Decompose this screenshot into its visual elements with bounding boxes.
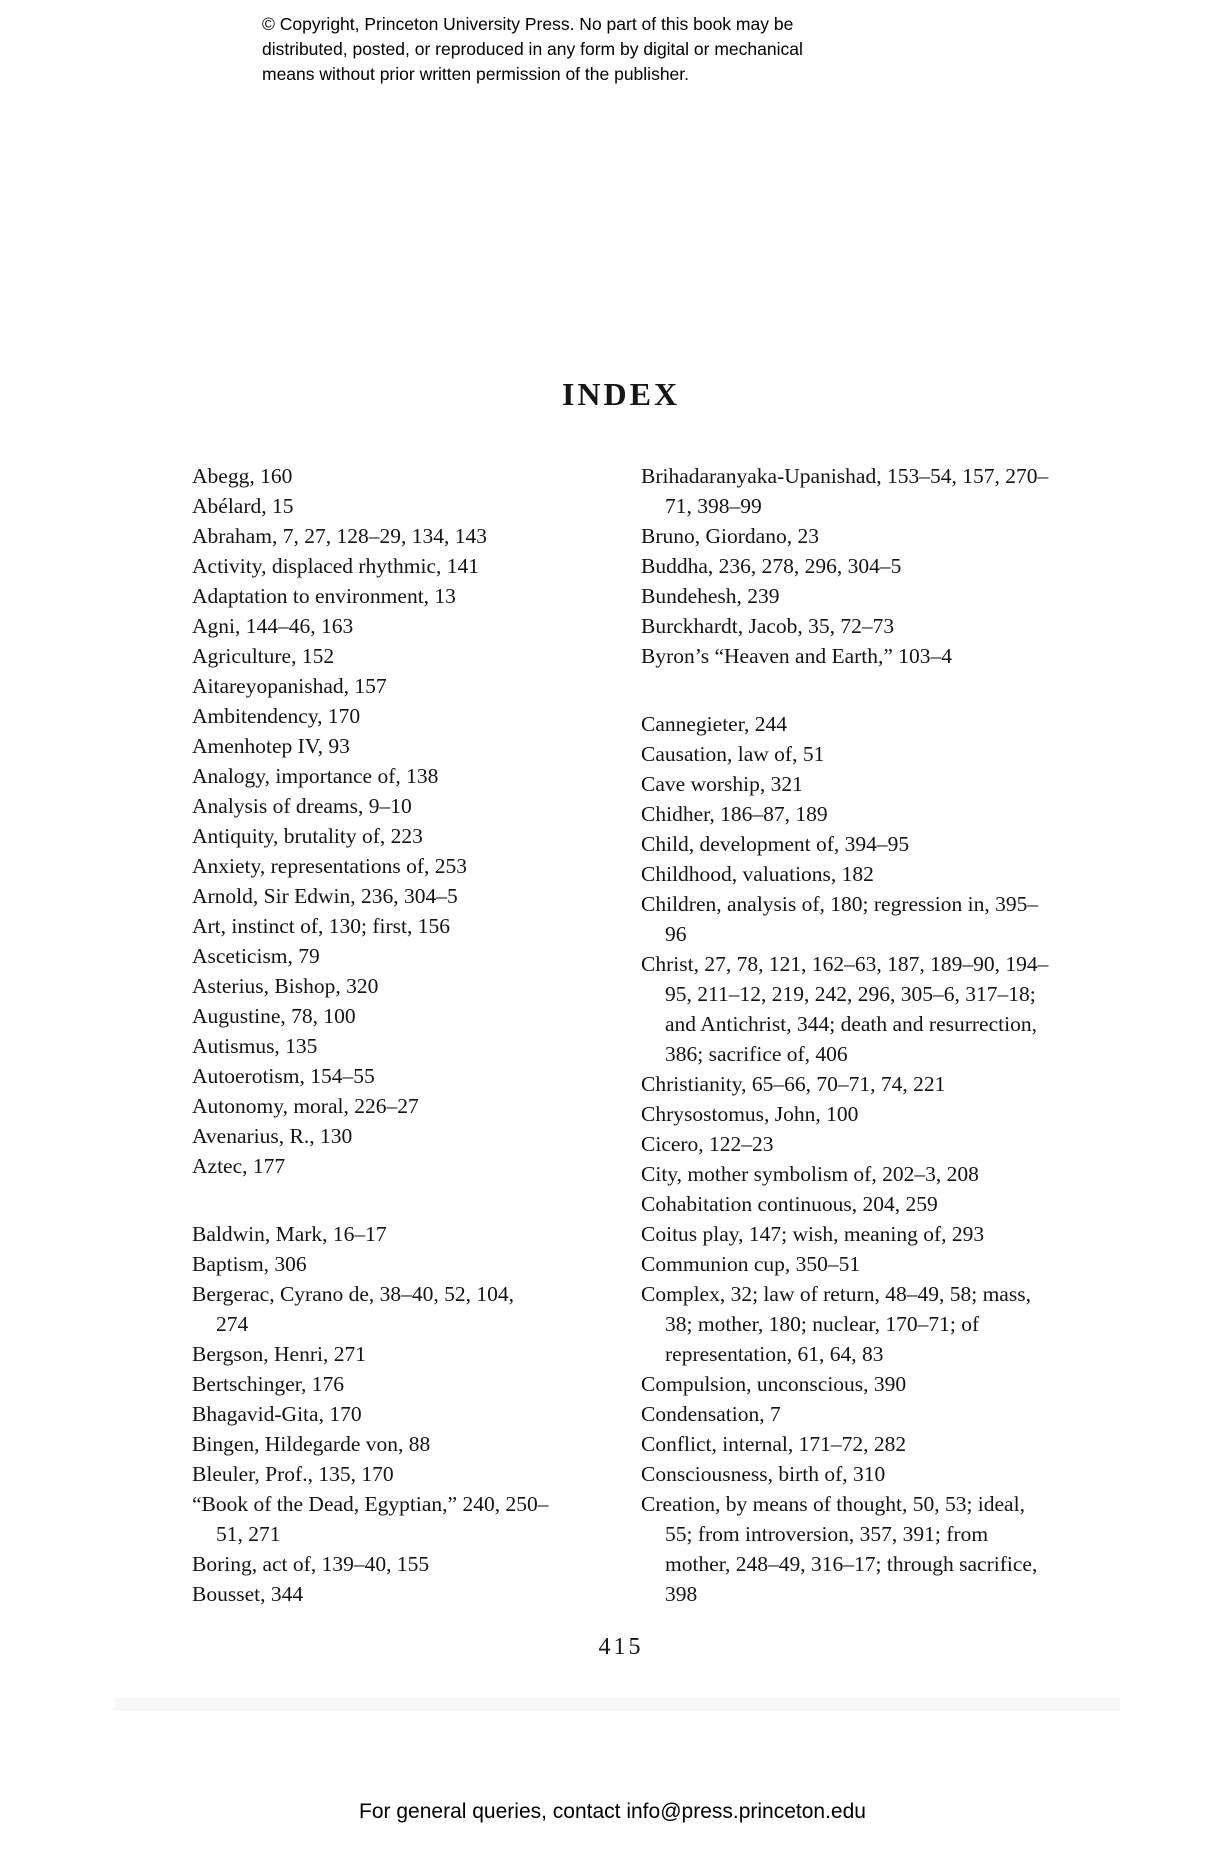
index-entry: Asceticism, 79 — [192, 944, 320, 968]
index-entry: Aitareyopanishad, 157 — [192, 674, 387, 698]
index-entry: Complex, 32; law of return, 48–49, 58; mass, 38; mother, 180; nuclear, 170–71; of representation, 61, 64, 83 — [641, 1282, 1031, 1366]
index-entry: Condensation, 7 — [641, 1402, 781, 1426]
index-entry: Cannegieter, 244 — [641, 712, 788, 736]
index-group — [641, 461, 1053, 671]
index-entry: Activity, displaced rhythmic, 141 — [192, 554, 480, 578]
index-entry: Bruno, Giordano, 23 — [641, 524, 819, 548]
index-entry: Abraham, 7, 27, 128–29, 134, 143 — [192, 524, 487, 548]
index-entry: Bergerac, Cyrano de, 38–40, 52, 104, 274 — [192, 1282, 515, 1336]
index-entry: Art, instinct of, 130; first, 156 — [192, 914, 450, 938]
index-entry: Cave worship, 321 — [641, 772, 803, 796]
index-entry: Burckhardt, Jacob, 35, 72–73 — [641, 614, 895, 638]
index-entry: Autonomy, moral, 226–27 — [192, 1094, 419, 1118]
index-entry: City, mother symbolism of, 202–3, 208 — [641, 1162, 979, 1186]
index-entry: Arnold, Sir Edwin, 236, 304–5 — [192, 884, 458, 908]
index-entry: Coitus play, 147; wish, meaning of, 293 — [641, 1222, 985, 1246]
index-entry: Abélard, 15 — [192, 494, 294, 518]
index-entry: Byron’s “Heaven and Earth,” 103–4 — [641, 644, 953, 668]
footer-contact: For general queries, contact info@press.princeton.edu — [359, 1800, 866, 1823]
index-entry: Anxiety, representations of, 253 — [192, 854, 468, 878]
index-entry: Children, analysis of, 180; regression in, 395–96 — [641, 892, 1039, 946]
index-entry: Agni, 144–46, 163 — [192, 614, 354, 638]
index-entry: Child, development of, 394–95 — [641, 832, 910, 856]
index-entry: Causation, law of, 51 — [641, 742, 825, 766]
index-entry: Bertschinger, 176 — [192, 1372, 344, 1396]
index-entry: Augustine, 78, 100 — [192, 1004, 356, 1028]
index-entry: Asterius, Bishop, 320 — [192, 974, 379, 998]
index-entry: Autoerotism, 154–55 — [192, 1064, 375, 1088]
index-entry: Boring, act of, 139–40, 155 — [192, 1552, 430, 1576]
index-column-right — [641, 461, 1053, 1609]
index-entry: Bundehesh, 239 — [641, 584, 780, 608]
index-entry: Adaptation to environment, 13 — [192, 584, 456, 608]
page-title: INDEX — [561, 376, 681, 412]
index-entry: Chrysostomus, John, 100 — [641, 1102, 859, 1126]
index-entry: Cohabitation continuous, 204, 259 — [641, 1192, 938, 1216]
index-entry: Ambitendency, 170 — [192, 704, 361, 728]
index-entry: Bhagavid-Gita, 170 — [192, 1402, 362, 1426]
index-entry: Conflict, internal, 171–72, 282 — [641, 1432, 907, 1456]
index-group — [192, 1219, 550, 1609]
index-entry: Amenhotep IV, 93 — [192, 734, 350, 758]
index-entry: Analysis of dreams, 9–10 — [192, 794, 412, 818]
index-entry: Bingen, Hildegarde von, 88 — [192, 1432, 431, 1456]
index-entry: Childhood, valuations, 182 — [641, 862, 874, 886]
copyright-line: distributed, posted, or reproduced in any form by digital or mechanical — [262, 39, 803, 59]
index-entry: Abegg, 160 — [192, 464, 293, 488]
index-entry: Agriculture, 152 — [192, 644, 335, 668]
index-entry: Aztec, 177 — [192, 1154, 286, 1178]
index-entry: Analogy, importance of, 138 — [192, 764, 439, 788]
index-entry: Consciousness, birth of, 310 — [641, 1462, 886, 1486]
index-entry: Chidher, 186–87, 189 — [641, 802, 828, 826]
copyright-line: © Copyright, Princeton University Press. No part of this book may be — [262, 14, 794, 34]
index-entry: Buddha, 236, 278, 296, 304–5 — [641, 554, 902, 578]
index-entry: Baptism, 306 — [192, 1252, 307, 1276]
index-entry: Christ, 27, 78, 121, 162–63, 187, 189–90, 194–95, 211–12, 219, 242, 296, 305–6, 317–18; and Antichrist, 344; death and resurrection, 386; sacrifice of, 406 — [641, 952, 1049, 1066]
index-entry: Autismus, 135 — [192, 1034, 318, 1058]
scan-artifact-band — [115, 1698, 1120, 1711]
index-entry: Baldwin, Mark, 16–17 — [192, 1222, 387, 1246]
copyright-notice — [262, 12, 803, 87]
index-entry: “Book of the Dead, Egyptian,” 240, 250–51, 271 — [192, 1492, 549, 1546]
page-number: 415 — [598, 1634, 644, 1660]
index-entry: Bergson, Henri, 271 — [192, 1342, 366, 1366]
index-entry: Antiquity, brutality of, 223 — [192, 824, 423, 848]
index-entry: Christianity, 65–66, 70–71, 74, 221 — [641, 1072, 946, 1096]
index-entry: Compulsion, unconscious, 390 — [641, 1372, 907, 1396]
index-column-left — [192, 461, 550, 1609]
index-group — [192, 461, 550, 1181]
index-entry: Brihadaranyaka-Upanishad, 153–54, 157, 270–71, 398–99 — [641, 464, 1049, 518]
index-entry: Bleuler, Prof., 135, 170 — [192, 1462, 394, 1486]
index-group — [641, 709, 1053, 1609]
index-entry: Avenarius, R., 130 — [192, 1124, 353, 1148]
index-entry: Communion cup, 350–51 — [641, 1252, 861, 1276]
index-entry: Creation, by means of thought, 50, 53; ideal, 55; from introversion, 357, 391; from mother, 248–49, 316–17; through sacrifice, 398 — [641, 1492, 1038, 1606]
index-entry: Bousset, 344 — [192, 1582, 304, 1606]
copyright-line: means without prior written permission of the publisher. — [262, 64, 690, 84]
index-entry: Cicero, 122–23 — [641, 1132, 774, 1156]
